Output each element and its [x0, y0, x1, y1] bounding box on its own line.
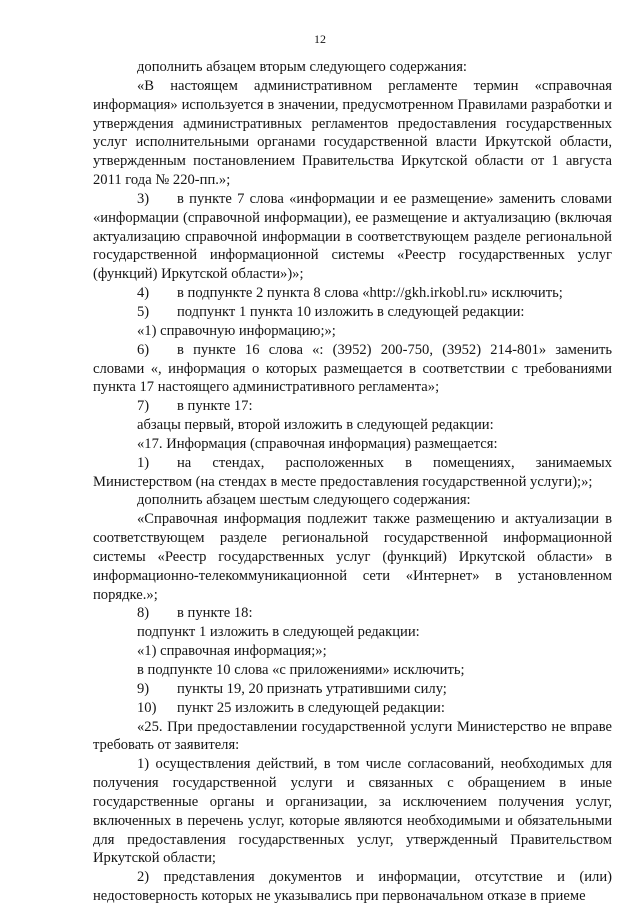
item-number: 1): [137, 454, 150, 471]
paragraph-text: в подпункте 2 пункта 8 слова «http://gkh.irkobl.ru» исключить;: [177, 285, 563, 302]
item-number: 9): [137, 680, 150, 697]
paragraph-text: абзацы первый, второй изложить в следующей редакции:: [137, 417, 494, 434]
paragraph-text: 2) представления документов и информации, отсутствие и (или) недостоверность которых не указывались при первоначальном отказе в приеме: [93, 869, 612, 905]
paragraph: [93, 341, 612, 398]
paragraph: [93, 642, 612, 661]
paragraph-text: пункт 25 изложить в следующей редакции:: [177, 699, 445, 716]
paragraph: [93, 416, 612, 435]
paragraph: [93, 491, 612, 510]
paragraph-text: в пункте 7 слова «информации и ее размещение» заменить словами «информации (справочной информации), ее размещение и актуализацию (включая актуализацию справочной информации в соответствующем разделе региональной государственной информационной системы «Реестр государственных услуг (функций) Иркутской области»)»;: [93, 190, 612, 283]
paragraph-text: «1) справочную информацию;»;: [137, 322, 336, 339]
paragraph: [93, 322, 612, 341]
paragraph: [93, 397, 612, 416]
item-number: 4): [137, 285, 150, 302]
paragraph: [93, 435, 612, 454]
paragraph-text: «В настоящем административном регламенте термин «справочная информация» используется в значении, предусмотренном Правилами разработки и утверждения административных регламентов предоставления государственных услуг исполнительными органами государственной власти Иркутской области, утвержденным постановлением Правительства Иркутской области от 1 августа 2011 года № 220-пп.»;: [93, 77, 612, 189]
paragraph-text: «Справочная информация подлежит также размещению и актуализации в соответствующем разделе региональной государственной информационной системы «Реестр государственных услуг (функций) Иркутской области» в информационно-телекоммуникационной сети «Интернет» в установленном порядке.»;: [93, 511, 612, 603]
item-number: 5): [137, 303, 150, 320]
paragraph-text: в пункте 17:: [177, 398, 253, 415]
page-number: 12: [314, 32, 326, 46]
paragraph-text: «1) справочная информация;»;: [137, 643, 327, 660]
paragraph-text: дополнить абзацем шестым следующего содержания:: [137, 492, 471, 509]
paragraph: [93, 190, 612, 284]
document-body: [93, 58, 612, 906]
paragraph: [93, 661, 612, 680]
paragraph: [93, 284, 612, 303]
paragraph: [93, 680, 612, 699]
paragraph-text: подпункт 1 пункта 10 изложить в следующей редакции:: [177, 303, 525, 320]
paragraph-text: подпункт 1 изложить в следующей редакции:: [137, 624, 420, 641]
item-number: 10): [137, 699, 157, 716]
paragraph: [93, 755, 612, 868]
paragraph-text: дополнить абзацем вторым следующего содержания:: [137, 59, 467, 75]
item-number: 8): [137, 605, 150, 622]
item-number: 3): [137, 190, 150, 207]
paragraph: [93, 77, 612, 190]
paragraph: [93, 58, 612, 77]
paragraph-text: «25. При предоставлении государственной услуги Министерство не вправе требовать от заявителя:: [93, 718, 612, 754]
paragraph-text: в пункте 16 слова «: (3952) 200-750, (3952) 214-801» заменить словами «, информация о которых размещается в соответствии с требованиями пункта 17 настоящего административного регламента»;: [93, 341, 612, 396]
paragraph: [93, 699, 612, 718]
paragraph-text: 1) осуществления действий, в том числе согласований, необходимых для получения государственной услуги и связанных с обращением в иные государственные органы и организации, за исключением получения услуг, включенных в перечень услуг, которые являются необходимыми и обязательными для предоставления государственных услуг, утвержденный Правительством Иркутской области;: [93, 756, 612, 867]
paragraph: [93, 604, 612, 623]
paragraph: [93, 510, 612, 604]
paragraph-text: в подпункте 10 слова «с приложениями» исключить;: [137, 662, 465, 678]
paragraph: [93, 718, 612, 756]
paragraph: [93, 868, 612, 906]
paragraph-text: в пункте 18:: [177, 605, 253, 622]
paragraph: [93, 454, 612, 492]
paragraph: [93, 303, 612, 322]
paragraph: [93, 623, 612, 642]
item-number: 7): [137, 398, 150, 415]
paragraph-text: на стендах, расположенных в помещениях, занимаемых Министерством (на стендах в месте предоставления государственной услуги);»;: [93, 454, 612, 490]
paragraph-text: «17. Информация (справочная информация) размещается:: [137, 435, 498, 452]
paragraph-text: пункты 19, 20 признать утратившими силу;: [177, 680, 447, 697]
item-number: 6): [137, 341, 150, 358]
